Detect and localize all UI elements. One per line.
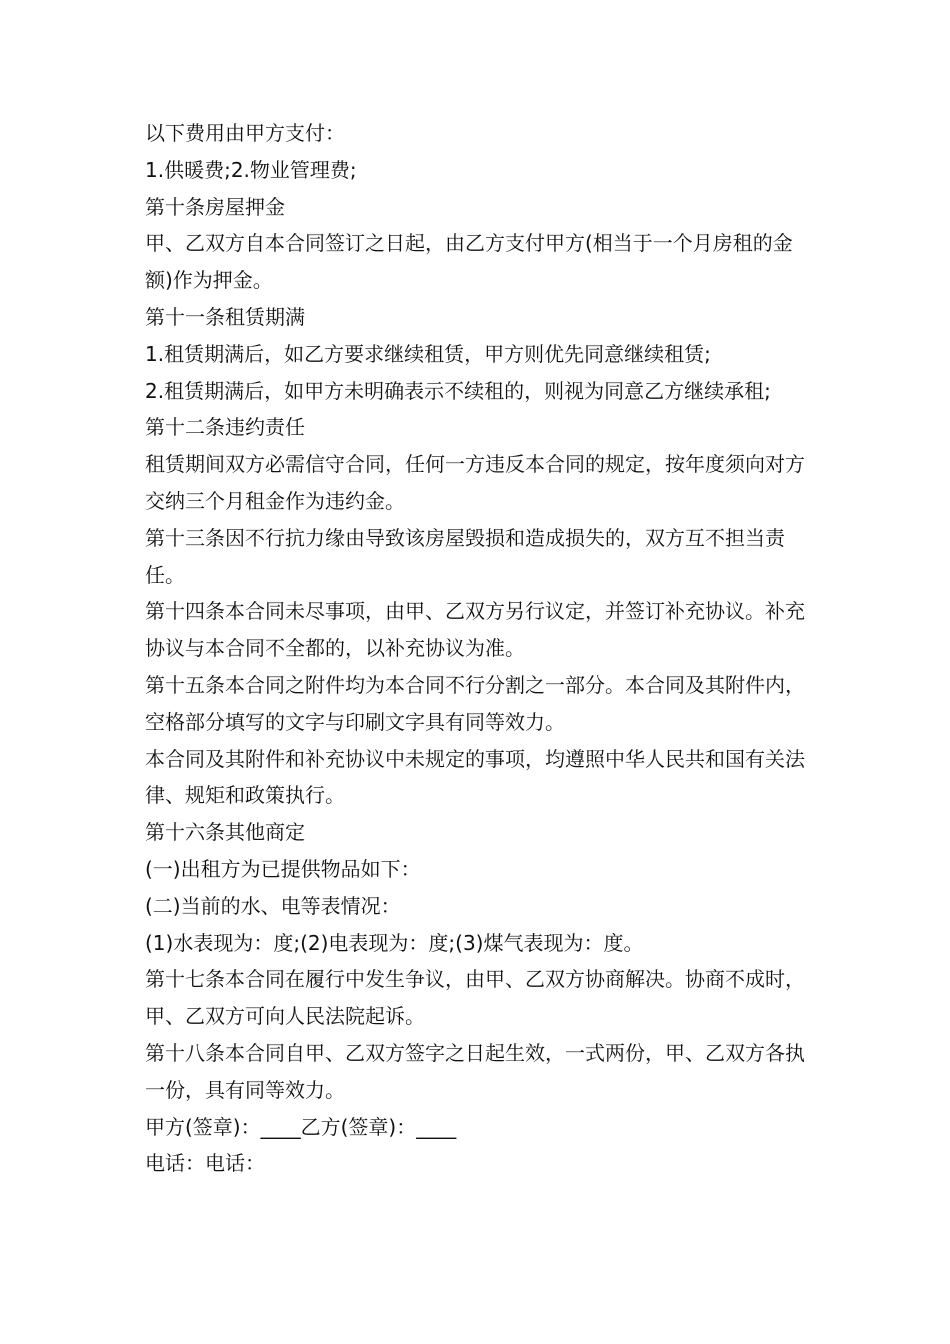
paragraph-article-15: 第十五条本合同之附件均为本合同不行分割之一部分。本合同及其附件内，空格部分填写的文字与印刷文字具有同等效力。 <box>145 672 805 734</box>
paragraph-deposit: 甲、乙双方自本合同签订之日起，由乙方支付甲方(相当于一个月房租的金额)作为押金。 <box>145 231 793 293</box>
paragraph-fees-paid-by-party-a: 以下费用由甲方支付： <box>145 121 345 145</box>
paragraph-meter-readings: (1)水表现为：度;(2)电表现为：度;(3)煤气表现为：度。 <box>145 930 644 955</box>
heading-article-11: 第十一条租赁期满 <box>145 304 305 329</box>
paragraph-fee-items: 1.供暖费;2.物业管理费; <box>145 157 357 182</box>
paragraph-article-13: 第十三条因不行抗力缘由导致该房屋毁损和造成损失的，双方互不担当责任。 <box>145 525 785 587</box>
paragraph-lease-expiry-1: 1.租赁期满后，如乙方要求继续租赁，甲方则优先同意继续租赁; <box>145 341 711 366</box>
heading-article-12: 第十二条违约责任 <box>145 415 305 440</box>
paragraph-article-17: 第十七条本合同在履行中发生争议，由甲、乙双方协商解决。协商不成时，甲、乙双方可向人民法院起诉。 <box>145 967 805 1029</box>
paragraph-meter-status: (二)当前的水、电等表情况： <box>145 893 401 918</box>
heading-article-16: 第十六条其他商定 <box>145 820 305 845</box>
paragraph-lease-expiry-2: 2.租赁期满后，如甲方未明确表示不续租的，则视为同意乙方继续承租; <box>145 378 771 403</box>
document-body <box>145 115 810 1182</box>
paragraph-article-14: 第十四条本合同未尽事项，由甲、乙双方另行议定，并签订补充协议。补充协议与本合同不全都的，以补充协议为准。 <box>145 599 805 661</box>
paragraph-provided-items: (一)出租方为已提供物品如下： <box>145 856 421 881</box>
signature-line: 甲方(签章)：____乙方(签章)：____ <box>145 1114 457 1139</box>
paragraph-applicable-law: 本合同及其附件和补充协议中未规定的事项，均遵照中华人民共和国有关法律、规矩和政策执行。 <box>145 746 805 808</box>
paragraph-article-18: 第十八条本合同自甲、乙双方签字之日起生效，一式两份，甲、乙双方各执一份，具有同等效力。 <box>145 1040 805 1102</box>
phone-line: 电话：电话： <box>145 1151 265 1176</box>
paragraph-breach-liability: 租赁期间双方必需信守合同，任何一方违反本合同的规定，按年度须向对方交纳三个月租金作为违约金。 <box>145 452 805 513</box>
heading-article-10: 第十条房屋押金 <box>145 194 285 219</box>
